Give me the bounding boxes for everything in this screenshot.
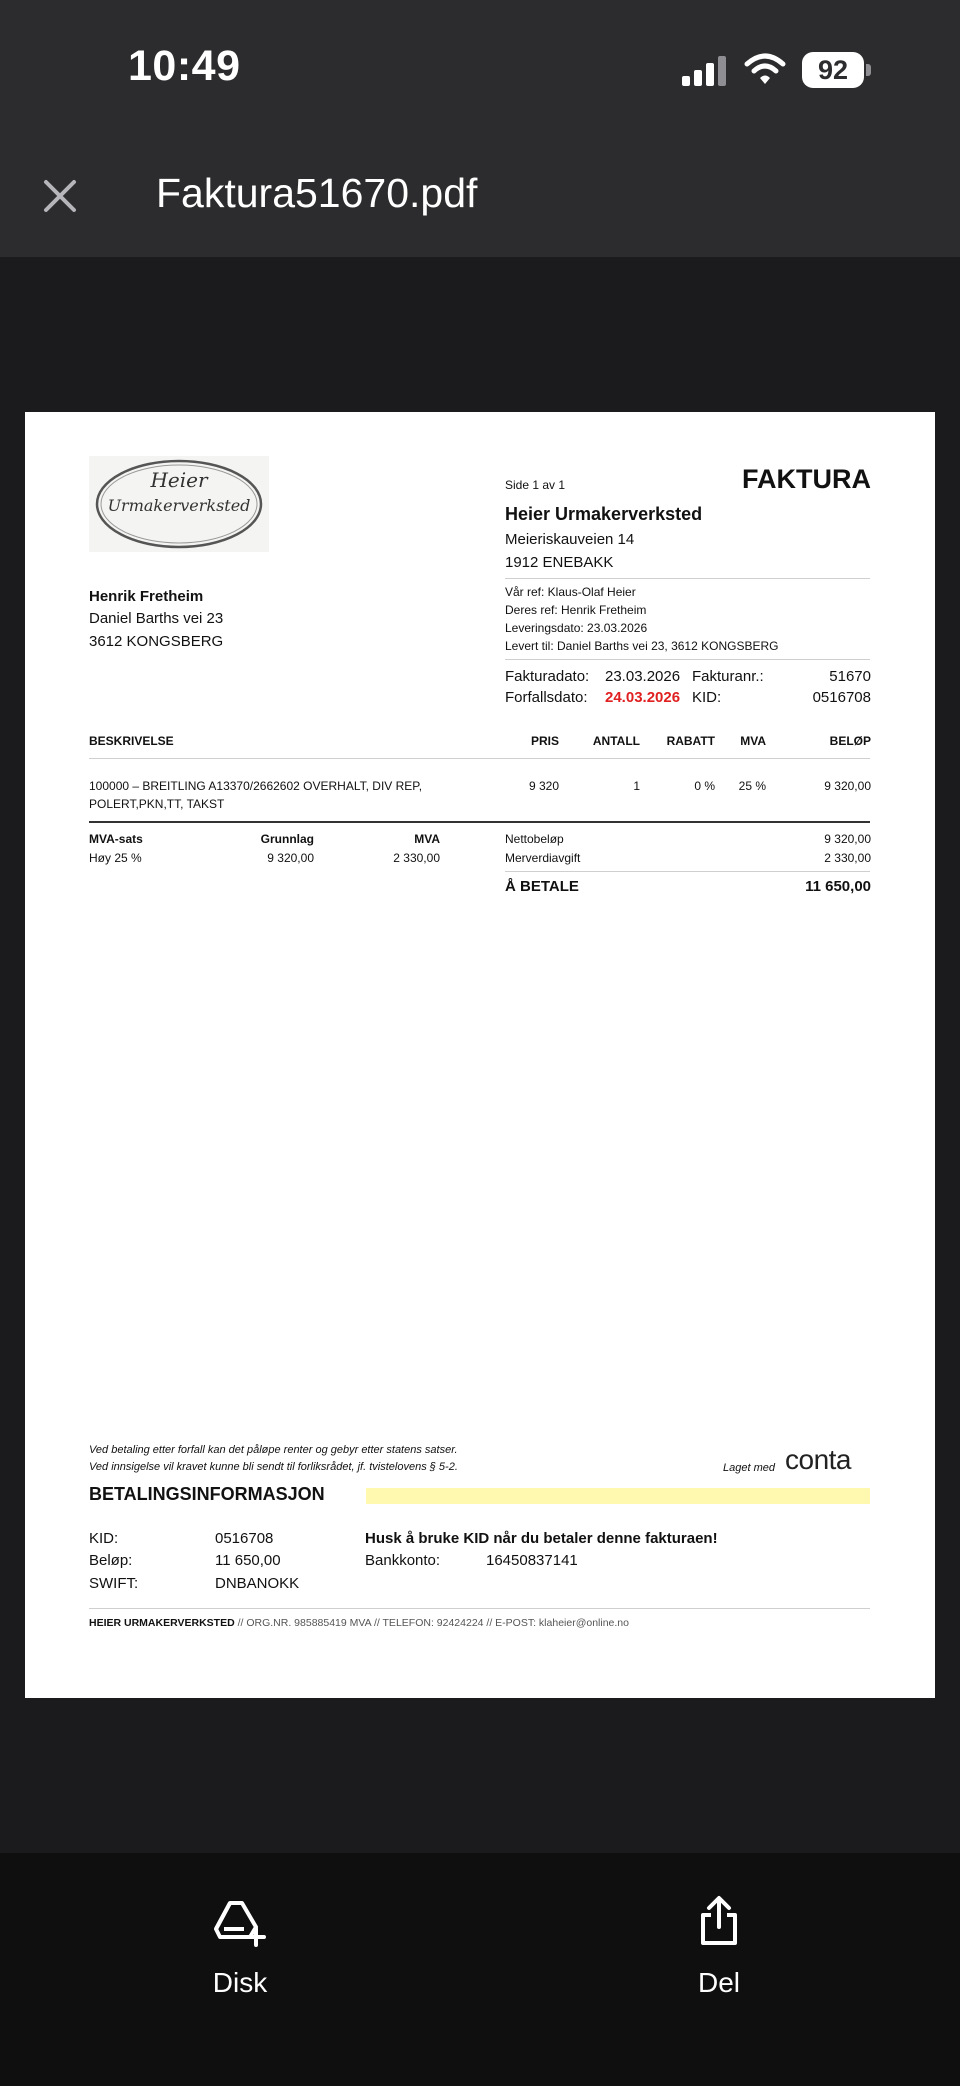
item-amount: 9 320,00 — [824, 779, 871, 793]
payment-kid-label: KID: — [89, 1530, 119, 1547]
kid-number: 0516708 — [812, 689, 871, 706]
footer-details: // ORG.NR. 985885419 MVA // TELEFON: 92424224 // E-POST: klaheier@online.no — [234, 1617, 629, 1629]
col-header-price: PRIS — [530, 734, 559, 748]
seller-address-1: Meieriskauveien 14 — [505, 531, 635, 548]
item-quantity: 1 — [633, 779, 640, 793]
kid-label: KID: — [692, 689, 722, 706]
col-header-description: BESKRIVELSE — [89, 734, 174, 748]
seller-address-2: 1912 ENEBAKK — [505, 554, 614, 571]
item-description-cont: POLERT,PKN,TT, TAKST — [89, 797, 225, 811]
vat-total: 2 330,00 — [824, 851, 871, 865]
customer-address-1: Daniel Barths vei 23 — [89, 610, 224, 627]
share-label: Del — [697, 1967, 740, 1998]
item-discount: 0 % — [694, 779, 715, 793]
payment-info-title: BETALINGSINFORMASJON — [89, 1484, 325, 1504]
vat-amount-header: MVA — [414, 832, 440, 846]
ref-line: Deres ref: Henrik Fretheim — [505, 603, 647, 617]
payment-swift: DNBANOKK — [215, 1575, 300, 1592]
invoice-date: 23.03.2026 — [605, 668, 681, 685]
ref-line: Leveringsdato: 23.03.2026 — [505, 621, 648, 635]
item-description: 100000 – BREITLING A13370/2662602 OVERHALT, DIV REP, — [89, 779, 423, 793]
invoice-title: FAKTURA — [742, 464, 871, 494]
amount-due: 11 650,00 — [805, 878, 871, 895]
late-payment-note: Ved betaling etter forfall kan det påløpe renter og gebyr etter statens satser. — [89, 1444, 458, 1456]
footer-company: HEIER URMAKERVERKSTED — [89, 1617, 235, 1629]
item-price: 9 320 — [528, 779, 559, 793]
net-amount: 9 320,00 — [824, 832, 871, 846]
payment-kid: 0516708 — [215, 1530, 274, 1547]
payment-amount: 11 650,00 — [215, 1552, 281, 1569]
top-bar — [0, 0, 960, 257]
col-header-quantity: ANTALL — [592, 734, 640, 748]
vat-amount: 2 330,00 — [393, 851, 440, 865]
logo-line2: Urmakerverksted — [107, 496, 251, 515]
company-footer — [89, 1617, 629, 1629]
due-date-label: Forfallsdato: — [505, 689, 588, 706]
page-indicator: Side 1 av 1 — [505, 478, 566, 492]
invoice-number-label: Fakturanr.: — [692, 668, 764, 685]
bank-account-label: Bankkonto: — [365, 1552, 441, 1569]
dispute-note: Ved innsigelse vil kravet kunne bli sendt til forliksrådet, jf. tvistelovens § 5-2. — [89, 1461, 458, 1473]
battery-level: 92 — [817, 55, 849, 85]
ref-line: Vår ref: Klaus-Olaf Heier — [505, 585, 636, 599]
due-date: 24.03.2026 — [605, 689, 681, 706]
status-time: 10:49 — [128, 42, 241, 90]
drive-label: Disk — [212, 1967, 268, 1998]
bank-account: 16450837141 — [486, 1552, 578, 1569]
bottom-toolbar — [0, 1853, 960, 2086]
net-label: Nettobeløp — [505, 832, 564, 846]
logo-line1: Heier — [150, 468, 208, 492]
vat-rate-header: MVA-sats — [89, 832, 143, 846]
amount-due-label: Å BETALE — [505, 878, 579, 895]
vat-base: 9 320,00 — [267, 851, 314, 865]
invoice-date-label: Fakturadato: — [505, 668, 590, 685]
save-to-drive-button[interactable] — [160, 1899, 320, 1999]
pdf-page — [25, 412, 935, 1698]
col-header-amount: BELØP — [829, 734, 871, 748]
col-header-discount: RABATT — [666, 734, 715, 748]
vat-rate: Høy 25 % — [89, 851, 142, 865]
wifi-icon — [744, 52, 786, 86]
payment-highlight-bar — [366, 1488, 870, 1504]
company-logo — [89, 456, 269, 552]
payment-amount-label: Beløp: — [89, 1552, 133, 1569]
seller-name: Heier Urmakerverksted — [505, 504, 703, 524]
close-icon[interactable] — [42, 178, 78, 214]
document-title: Faktura51670.pdf — [156, 170, 478, 216]
drive-add-icon — [214, 1899, 266, 1947]
invoice-number: 51670 — [829, 668, 871, 685]
ref-line: Levert til: Daniel Barths vei 23, 3612 KONGSBERG — [505, 639, 779, 653]
kid-reminder: Husk å bruke KID når du betaler denne fakturaen! — [365, 1530, 718, 1547]
conta-logo: conta — [785, 1444, 851, 1475]
made-with-label: Laget med — [723, 1462, 775, 1474]
customer-name: Henrik Fretheim — [89, 588, 204, 605]
battery-icon — [802, 52, 872, 88]
cellular-signal-icon — [680, 56, 730, 86]
share-icon — [699, 1895, 739, 1947]
payment-swift-label: SWIFT: — [89, 1575, 139, 1592]
share-button[interactable] — [639, 1895, 799, 1999]
col-header-vat: MVA — [740, 734, 766, 748]
vat-total-label: Merverdiavgift — [505, 851, 581, 865]
item-vat: 25 % — [738, 779, 766, 793]
customer-address-2: 3612 KONGSBERG — [89, 633, 224, 650]
vat-base-header: Grunnlag — [260, 832, 314, 846]
